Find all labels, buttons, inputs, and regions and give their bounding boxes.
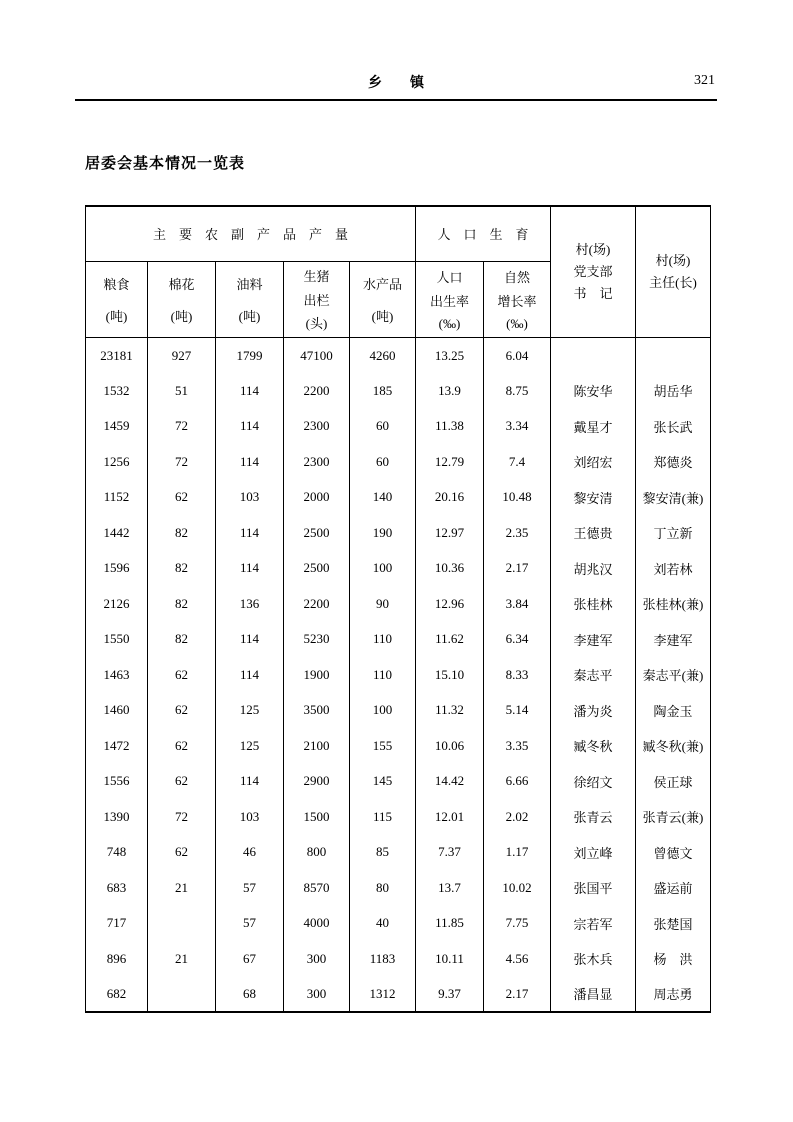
name-cell: 陶金玉 [636, 693, 711, 729]
column-header-cotton [148, 261, 216, 337]
value-cell: 10.02 [484, 870, 551, 906]
header-line: 村(场) [575, 242, 611, 257]
name-cell: 张国平 [551, 870, 636, 906]
table-row [86, 515, 711, 551]
column-header-aquatic-products [350, 261, 416, 337]
value-cell: 60 [350, 444, 416, 480]
value-cell: 21 [148, 941, 216, 977]
header-line: 出栏 [303, 292, 330, 308]
header-line: 生猪 [303, 269, 330, 285]
table-row [86, 835, 711, 871]
table-row [86, 586, 711, 622]
value-cell [148, 906, 216, 942]
name-cell: 秦志平(兼) [636, 657, 711, 693]
name-cell: 张楚国 [636, 906, 711, 942]
header-line: 出生率 [429, 294, 469, 310]
name-cell: 陈安华 [551, 373, 636, 409]
page-header [75, 72, 717, 101]
value-cell: 927 [148, 338, 216, 374]
value-cell: 1256 [86, 444, 148, 480]
column-header-text [284, 262, 349, 337]
value-cell: 1460 [86, 693, 148, 729]
value-cell: 13.7 [416, 870, 484, 906]
value-cell: 190 [350, 515, 416, 551]
name-cell: 杨 洪 [636, 941, 711, 977]
name-cell [636, 338, 711, 374]
value-cell: 155 [350, 728, 416, 764]
name-cell: 刘绍宏 [551, 444, 636, 480]
column-header-text [350, 262, 415, 337]
value-cell: 23181 [86, 338, 148, 374]
value-cell: 62 [148, 693, 216, 729]
name-cell [551, 338, 636, 374]
value-cell: 114 [216, 657, 284, 693]
group-header-row [86, 206, 711, 261]
value-cell: 60 [350, 409, 416, 445]
value-cell: 114 [216, 515, 284, 551]
name-cell: 李建军 [551, 622, 636, 658]
table-row [86, 373, 711, 409]
value-cell: 12.96 [416, 586, 484, 622]
value-cell: 12.79 [416, 444, 484, 480]
value-cell: 8.75 [484, 373, 551, 409]
table-title: 居委会基本情况一览表 [85, 156, 246, 172]
value-cell: 1442 [86, 515, 148, 551]
value-cell [148, 977, 216, 1013]
value-cell: 100 [350, 551, 416, 587]
value-cell: 1900 [284, 657, 350, 693]
value-cell: 115 [350, 799, 416, 835]
value-cell: 10.11 [416, 941, 484, 977]
value-cell: 57 [216, 906, 284, 942]
value-cell: 62 [148, 835, 216, 871]
column-header-text [416, 262, 483, 337]
value-cell: 1312 [350, 977, 416, 1013]
value-cell: 2.02 [484, 799, 551, 835]
value-cell: 10.06 [416, 728, 484, 764]
table-row [86, 693, 711, 729]
table-row [86, 622, 711, 658]
name-cell: 周志勇 [636, 977, 711, 1013]
table-row [86, 657, 711, 693]
value-cell: 1472 [86, 728, 148, 764]
header-line: (‰) [506, 315, 528, 331]
name-cell: 李建军 [636, 622, 711, 658]
table-row [86, 870, 711, 906]
value-cell: 3.35 [484, 728, 551, 764]
column-header-text [148, 262, 215, 337]
header-line: 人口 [436, 270, 463, 286]
name-cell: 胡兆汉 [551, 551, 636, 587]
value-cell: 82 [148, 586, 216, 622]
name-cell: 臧冬秋 [551, 728, 636, 764]
value-cell: 7.4 [484, 444, 551, 480]
header-line: 主任(长) [649, 275, 697, 290]
value-cell: 2500 [284, 551, 350, 587]
value-cell: 13.25 [416, 338, 484, 374]
table-body [86, 338, 711, 1013]
column-header-grain [86, 261, 148, 337]
value-cell: 6.04 [484, 338, 551, 374]
value-cell: 90 [350, 586, 416, 622]
value-cell: 1799 [216, 338, 284, 374]
name-cell: 潘昌显 [551, 977, 636, 1013]
value-cell: 14.42 [416, 764, 484, 800]
column-header-natural-growth-rate [484, 261, 551, 337]
value-cell: 15.10 [416, 657, 484, 693]
value-cell: 748 [86, 835, 148, 871]
value-cell: 1596 [86, 551, 148, 587]
value-cell: 2200 [284, 586, 350, 622]
header-line: 水产品 [362, 277, 402, 293]
value-cell: 62 [148, 480, 216, 516]
value-cell: 1459 [86, 409, 148, 445]
name-cell: 张青云(兼) [636, 799, 711, 835]
column-header-party-secretary [551, 206, 636, 338]
value-cell: 2500 [284, 515, 350, 551]
value-cell: 2.35 [484, 515, 551, 551]
column-header-text [216, 262, 283, 337]
table-row [86, 444, 711, 480]
table-row [86, 906, 711, 942]
header-line: 粮食 [103, 277, 130, 293]
value-cell: 125 [216, 693, 284, 729]
value-cell: 7.75 [484, 906, 551, 942]
header-line: 自然 [504, 270, 531, 286]
value-cell: 683 [86, 870, 148, 906]
value-cell: 6.34 [484, 622, 551, 658]
value-cell: 2300 [284, 444, 350, 480]
table-row [86, 941, 711, 977]
value-cell: 800 [284, 835, 350, 871]
value-cell: 8.33 [484, 657, 551, 693]
value-cell: 114 [216, 622, 284, 658]
name-cell: 王德贵 [551, 515, 636, 551]
header-line: (头) [305, 316, 328, 332]
value-cell: 2300 [284, 409, 350, 445]
header-line: 村(场) [655, 253, 691, 268]
value-cell: 82 [148, 551, 216, 587]
value-cell: 82 [148, 622, 216, 658]
value-cell: 21 [148, 870, 216, 906]
value-cell: 114 [216, 444, 284, 480]
value-cell: 1183 [350, 941, 416, 977]
value-cell: 62 [148, 764, 216, 800]
header-line: 棉花 [168, 277, 195, 293]
name-cell: 黎安清 [551, 480, 636, 516]
value-cell: 6.66 [484, 764, 551, 800]
value-cell: 2.17 [484, 551, 551, 587]
table-row [86, 977, 711, 1013]
value-cell: 2900 [284, 764, 350, 800]
value-cell: 2126 [86, 586, 148, 622]
column-header-pigs-marketed [284, 261, 350, 337]
name-cell: 张桂林 [551, 586, 636, 622]
table-row [86, 799, 711, 835]
value-cell: 1152 [86, 480, 148, 516]
value-cell: 896 [86, 941, 148, 977]
value-cell: 300 [284, 941, 350, 977]
value-cell: 10.36 [416, 551, 484, 587]
name-cell: 郑德炎 [636, 444, 711, 480]
value-cell: 1.17 [484, 835, 551, 871]
value-cell: 72 [148, 444, 216, 480]
value-cell: 1550 [86, 622, 148, 658]
table-row [86, 480, 711, 516]
value-cell: 72 [148, 409, 216, 445]
value-cell: 80 [350, 870, 416, 906]
committee-info-table [85, 205, 711, 1013]
value-cell: 12.01 [416, 799, 484, 835]
value-cell: 67 [216, 941, 284, 977]
column-header-birth-rate [416, 261, 484, 337]
header-line: (吨) [105, 308, 128, 324]
value-cell: 100 [350, 693, 416, 729]
table-row [86, 728, 711, 764]
value-cell: 10.48 [484, 480, 551, 516]
name-cell: 丁立新 [636, 515, 711, 551]
value-cell: 140 [350, 480, 416, 516]
value-cell: 2.17 [484, 977, 551, 1013]
header-line: 增长率 [497, 294, 537, 310]
table-row [86, 409, 711, 445]
value-cell: 2200 [284, 373, 350, 409]
name-cell: 张长武 [636, 409, 711, 445]
value-cell: 110 [350, 622, 416, 658]
value-cell: 7.37 [416, 835, 484, 871]
name-cell: 盛运前 [636, 870, 711, 906]
value-cell: 40 [350, 906, 416, 942]
name-cell: 戴星才 [551, 409, 636, 445]
value-cell: 103 [216, 799, 284, 835]
value-cell: 72 [148, 799, 216, 835]
value-cell: 1500 [284, 799, 350, 835]
name-cell: 张木兵 [551, 941, 636, 977]
value-cell: 103 [216, 480, 284, 516]
name-cell: 刘立峰 [551, 835, 636, 871]
value-cell: 1556 [86, 764, 148, 800]
value-cell: 1390 [86, 799, 148, 835]
header-line: (吨) [238, 308, 261, 324]
value-cell: 2100 [284, 728, 350, 764]
value-cell: 12.97 [416, 515, 484, 551]
value-cell: 114 [216, 373, 284, 409]
name-cell: 张桂林(兼) [636, 586, 711, 622]
value-cell: 682 [86, 977, 148, 1013]
value-cell: 136 [216, 586, 284, 622]
value-cell: 62 [148, 728, 216, 764]
value-cell: 82 [148, 515, 216, 551]
party-secretary-header-text [551, 207, 635, 337]
value-cell: 3.84 [484, 586, 551, 622]
value-cell: 717 [86, 906, 148, 942]
value-cell: 47100 [284, 338, 350, 374]
name-cell: 徐绍文 [551, 764, 636, 800]
value-cell: 57 [216, 870, 284, 906]
column-header-oil-crops [216, 261, 284, 337]
page-number: 321 [694, 73, 715, 88]
name-cell: 黎安清(兼) [636, 480, 711, 516]
running-title: 乡 镇 [368, 76, 424, 91]
value-cell: 4000 [284, 906, 350, 942]
value-cell: 20.16 [416, 480, 484, 516]
name-cell: 宗若军 [551, 906, 636, 942]
name-cell: 曾德文 [636, 835, 711, 871]
value-cell: 3500 [284, 693, 350, 729]
table-row [86, 551, 711, 587]
value-cell: 11.38 [416, 409, 484, 445]
header-line: (吨) [170, 308, 193, 324]
value-cell: 11.85 [416, 906, 484, 942]
value-cell: 114 [216, 409, 284, 445]
table-row [86, 764, 711, 800]
name-cell: 臧冬秋(兼) [636, 728, 711, 764]
value-cell: 5230 [284, 622, 350, 658]
value-cell: 11.62 [416, 622, 484, 658]
value-cell: 13.9 [416, 373, 484, 409]
column-header-text [86, 262, 147, 337]
director-header-text [636, 207, 710, 337]
name-cell: 秦志平 [551, 657, 636, 693]
value-cell: 114 [216, 551, 284, 587]
value-cell: 1532 [86, 373, 148, 409]
value-cell: 114 [216, 764, 284, 800]
group-header-products: 主 要 农 副 产 品 产 量 [86, 206, 416, 261]
header-line: (‰) [438, 315, 461, 331]
value-cell: 300 [284, 977, 350, 1013]
value-cell: 62 [148, 657, 216, 693]
value-cell: 2000 [284, 480, 350, 516]
value-cell: 11.32 [416, 693, 484, 729]
column-header-text [484, 262, 550, 337]
value-cell: 125 [216, 728, 284, 764]
value-cell: 4.56 [484, 941, 551, 977]
table-row [86, 338, 711, 374]
column-header-director [636, 206, 711, 338]
value-cell: 110 [350, 657, 416, 693]
header-line: 党支部 [573, 264, 613, 279]
value-cell: 4260 [350, 338, 416, 374]
name-cell: 刘若林 [636, 551, 711, 587]
header-line: (吨) [371, 308, 394, 324]
value-cell: 9.37 [416, 977, 484, 1013]
value-cell: 185 [350, 373, 416, 409]
value-cell: 145 [350, 764, 416, 800]
header-line: 油料 [236, 277, 263, 293]
value-cell: 85 [350, 835, 416, 871]
value-cell: 3.34 [484, 409, 551, 445]
value-cell: 1463 [86, 657, 148, 693]
value-cell: 5.14 [484, 693, 551, 729]
name-cell: 侯正球 [636, 764, 711, 800]
value-cell: 46 [216, 835, 284, 871]
value-cell: 8570 [284, 870, 350, 906]
name-cell: 潘为炎 [551, 693, 636, 729]
group-header-population: 人 口 生 育 [416, 206, 551, 261]
value-cell: 68 [216, 977, 284, 1013]
table-head [86, 206, 711, 338]
value-cell: 51 [148, 373, 216, 409]
name-cell: 胡岳华 [636, 373, 711, 409]
name-cell: 张青云 [551, 799, 636, 835]
header-line: 书 记 [573, 286, 613, 301]
